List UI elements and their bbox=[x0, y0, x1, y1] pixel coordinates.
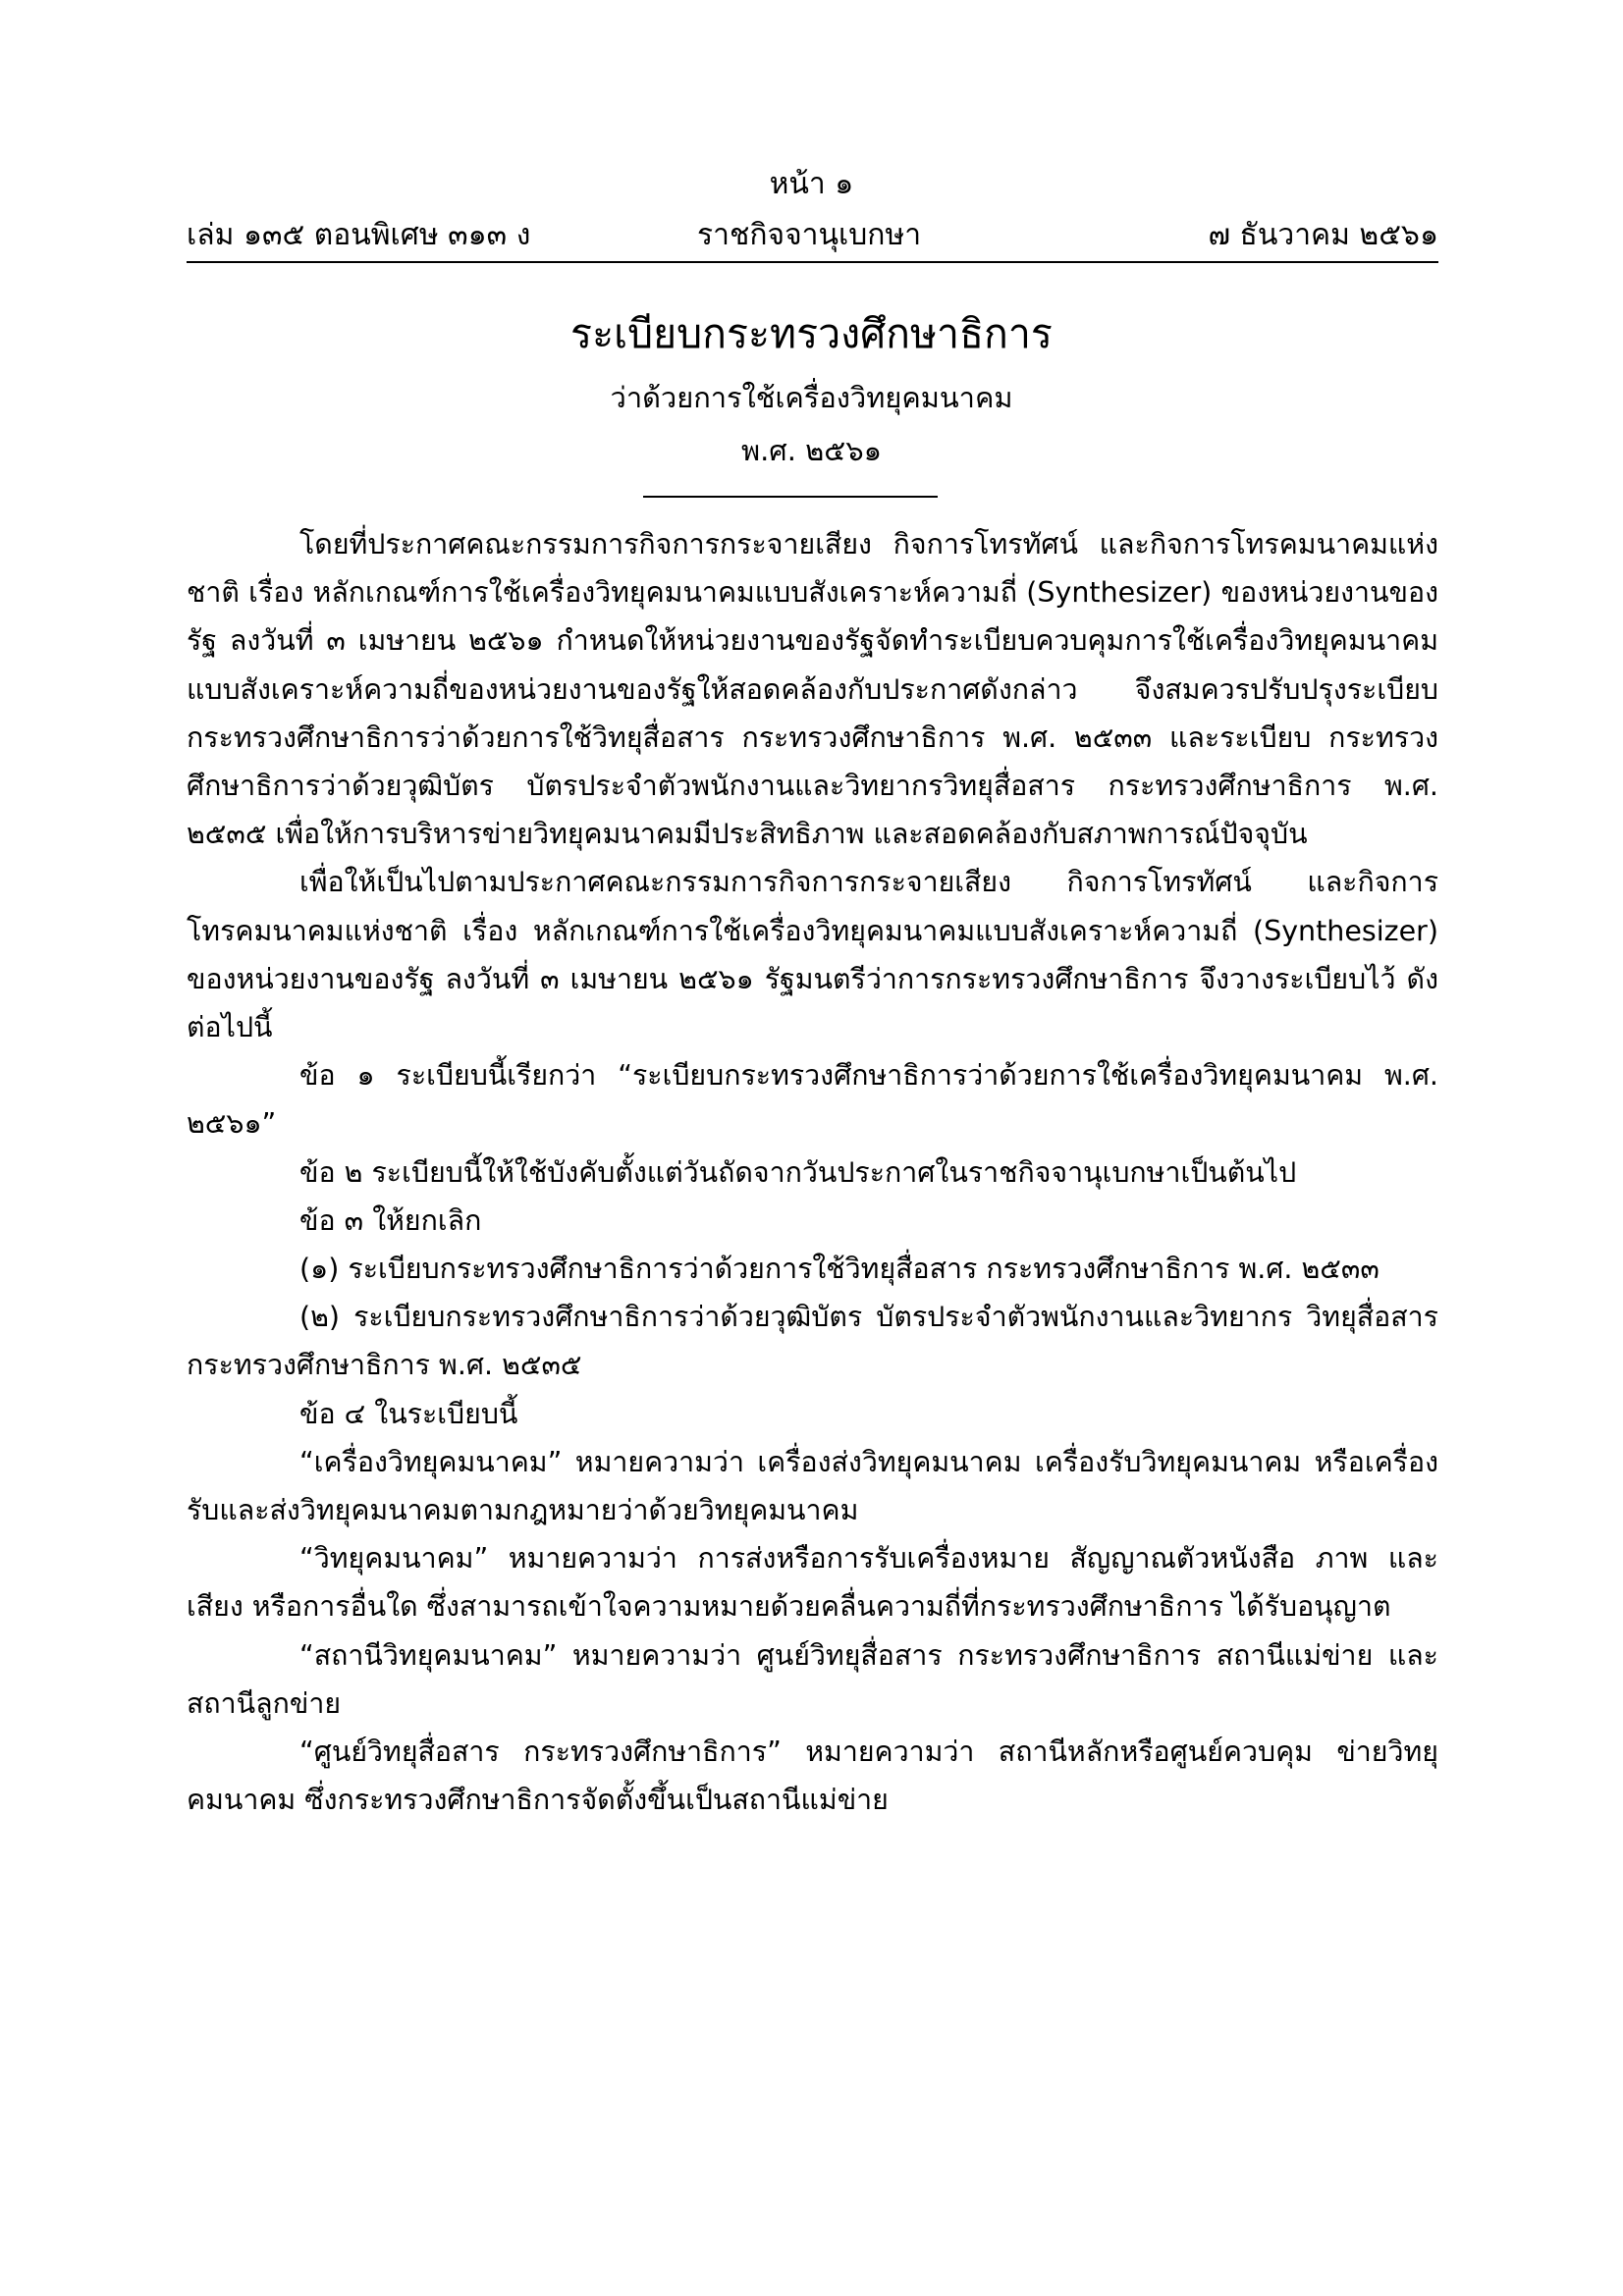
clause-3: ข้อ ๓ ให้ยกเลิก bbox=[299, 1203, 482, 1237]
clause-4: ข้อ ๔ ในระเบียบนี้ bbox=[299, 1397, 518, 1430]
clause-1: ข้อ ๑ ระเบียบนี้เรียกว่า “ระเบียบกระทรวงศึกษาธิการว่าด้วยการใช้เครื่องวิทยุคมนาคม พ.ศ. ๒๕๖๑” bbox=[187, 1059, 1438, 1141]
document-subtitle: ว่าด้วยการใช้เครื่องวิทยุคมนาคม bbox=[610, 381, 1013, 414]
title-divider bbox=[643, 496, 938, 498]
document-body bbox=[187, 520, 1438, 1824]
definition-radio-station: “สถานีวิทยุคมนาคม” หมายความว่า ศูนย์วิทยุสื่อสาร กระทรวงศึกษาธิการ สถานีแม่ข่าย และสถานีลูกข่าย bbox=[187, 1638, 1438, 1720]
clause-3-item-1: (๑) ระเบียบกระทรวงศึกษาธิการว่าด้วยการใช้วิทยุสื่อสาร กระทรวงศึกษาธิการ พ.ศ. ๒๕๓๓ bbox=[299, 1253, 1380, 1286]
gazette-header bbox=[187, 214, 1438, 257]
volume-issue: เล่ม ๑๓๕ ตอนพิเศษ ๓๑๓ ง bbox=[187, 218, 531, 252]
publication-date: ๗ ธันวาคม ๒๕๖๑ bbox=[1208, 218, 1438, 252]
definition-radio-communication: “วิทยุคมนาคม” หมายความว่า การส่งหรือการรับเครื่องหมาย สัญญาณตัวหนังสือ ภาพ และเสียง หรือการอื่นใด ซึ่งสามารถเข้าใจความหมายด้วยคลื่นความถี่ที่กระทรวงศึกษาธิการ ได้รับอนุญาต bbox=[187, 1542, 1438, 1624]
clause-3-item-2: (๒) ระเบียบกระทรวงศึกษาธิการว่าด้วยวุฒิบัตร บัตรประจำตัวพนักงานและวิทยากร วิทยุสื่อสาร กระทรวงศึกษาธิการ พ.ศ. ๒๕๓๕ bbox=[187, 1301, 1438, 1382]
header-divider bbox=[187, 261, 1438, 263]
publication-name: ราชกิจจานุเบกษา bbox=[697, 218, 922, 252]
page-number: หน้า ๑ bbox=[769, 167, 854, 201]
document-title: ระเบียบกระทรวงศึกษาธิการ bbox=[570, 310, 1053, 357]
preamble-paragraph: โดยที่ประกาศคณะกรรมการกิจการกระจายเสียง กิจการโทรทัศน์ และกิจการโทรคมนาคมแห่งชาติ เรื่อง หลักเกณฑ์การใช้เครื่องวิทยุคมนาคมแบบสังเคราะห์ความถี่ (Synthesizer) ของหน่วยงานของรัฐ ลงวันที่ ๓ เมษายน ๒๕๖๑ กำหนดให้หน่วยงานของรัฐจัดทำระเบียบควบคุมการใช้เครื่องวิทยุคมนาคม แบบสังเคราะห์ความถี่ของหน่วยงานของรัฐให้สอดคล้องกับประกาศดังกล่าว จึงสมควรปรับปรุงระเบียบ กระทรวงศึกษาธิการว่าด้วยการใช้วิทยุสื่อสาร กระทรวงศึกษาธิการ พ.ศ. ๒๕๓๓ และระเบียบ กระทรวงศึกษาธิการว่าด้วยวุฒิบัตร บัตรประจำตัวพนักงานและวิทยากรวิทยุสื่อสาร กระทรวงศึกษาธิการ พ.ศ. ๒๕๓๕ เพื่อให้การบริหารข่ายวิทยุคมนาคมมีประสิทธิภาพ และสอดคล้องกับสภาพการณ์ปัจจุบัน bbox=[187, 528, 1438, 851]
enactment-paragraph: เพื่อให้เป็นไปตามประกาศคณะกรรมการกิจการกระจายเสียง กิจการโทรทัศน์ และกิจการ โทรคมนาคมแห่งชาติ เรื่อง หลักเกณฑ์การใช้เครื่องวิทยุคมนาคมแบบสังเคราะห์ความถี่ (Synthesizer) ของหน่วยงานของรัฐ ลงวันที่ ๓ เมษายน ๒๕๖๑ รัฐมนตรีว่าการกระทรวงศึกษาธิการ จึงวางระเบียบไว้ ดังต่อไปนี้ bbox=[187, 866, 1438, 1044]
clause-2: ข้อ ๒ ระเบียบนี้ให้ใช้บังคับตั้งแต่วันถัดจากวันประกาศในราชกิจจานุเบกษาเป็นต้นไป bbox=[299, 1155, 1297, 1189]
definition-radio-equipment: “เครื่องวิทยุคมนาคม” หมายความว่า เครื่องส่งวิทยุคมนาคม เครื่องรับวิทยุคมนาคม หรือเครื่องรับและส่งวิทยุคมนาคมตามกฎหมายว่าด้วยวิทยุคมนาคม bbox=[187, 1445, 1438, 1527]
document-year: พ.ศ. ๒๕๖๑ bbox=[740, 434, 883, 467]
definition-communication-center: “ศูนย์วิทยุสื่อสาร กระทรวงศึกษาธิการ” หมายความว่า สถานีหลักหรือศูนย์ควบคุม ข่ายวิทยุคมนาคม ซึ่งกระทรวงศึกษาธิการจัดตั้งขึ้นเป็นสถานีแม่ข่าย bbox=[187, 1735, 1438, 1817]
